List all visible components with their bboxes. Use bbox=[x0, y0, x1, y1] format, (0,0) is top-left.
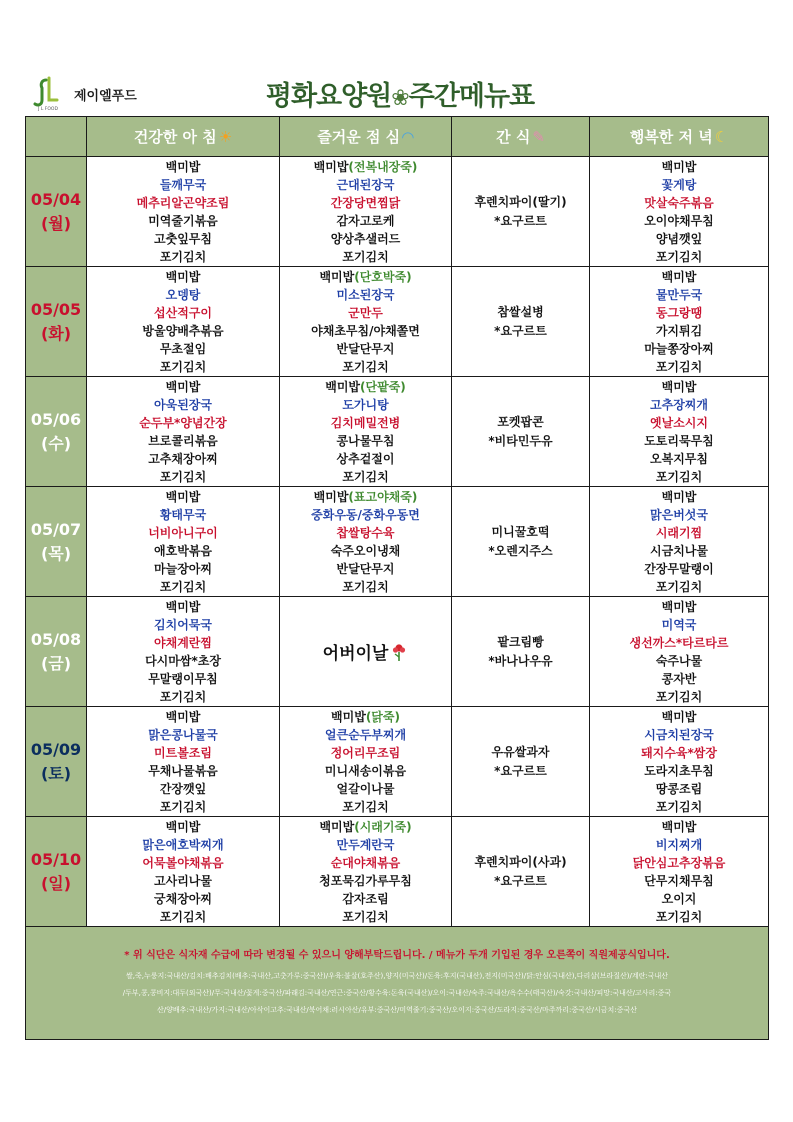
footer-cell bbox=[26, 927, 769, 1040]
menu-item: 순두부*양념간장 bbox=[139, 415, 227, 430]
menu-item: *요구르트 bbox=[494, 873, 547, 888]
col-header-lunch bbox=[280, 117, 452, 157]
menu-item: 메추리알곤약조림 bbox=[136, 195, 230, 210]
title-facility: 평화요양원 bbox=[265, 81, 392, 112]
menu-item: 땅콩조림 bbox=[655, 781, 703, 796]
col-header-breakfast bbox=[87, 117, 280, 157]
menu-item: 콩나물무침 bbox=[336, 433, 395, 448]
menu-item: 맑은버섯국 bbox=[650, 507, 708, 522]
menu-item: 백미밥 bbox=[165, 819, 201, 834]
date-cell bbox=[26, 377, 87, 487]
day-row bbox=[26, 707, 769, 817]
col-label-lunch: 즐거운 점 심 bbox=[317, 128, 401, 146]
menu-item: 물만두국 bbox=[655, 287, 703, 302]
breakfast-cell bbox=[87, 817, 280, 927]
dinner-cell bbox=[590, 377, 769, 487]
rice-label: 백미밥 bbox=[331, 709, 366, 724]
menu-item: 미트볼조림 bbox=[154, 745, 212, 760]
menu-item: 포기김치 bbox=[342, 579, 389, 594]
date-label: 05/05 bbox=[30, 299, 82, 319]
menu-item: 군만두 bbox=[348, 305, 383, 320]
dinner-cell bbox=[590, 267, 769, 377]
col-header-dinner bbox=[590, 117, 769, 157]
menu-item: 포기김치 bbox=[159, 799, 207, 814]
menu-item: 다시마쌈*초장 bbox=[145, 653, 221, 668]
menu-item: 무채나물볶음 bbox=[148, 763, 218, 778]
day-row bbox=[26, 817, 769, 927]
menu-item-rice bbox=[280, 268, 451, 286]
menu-item: 시금치된장국 bbox=[644, 727, 714, 742]
date-cell bbox=[26, 487, 87, 597]
menu-item: 고추장찌개 bbox=[650, 397, 708, 412]
rainbow-icon: ◠ bbox=[402, 128, 414, 146]
dinner-cell bbox=[590, 597, 769, 707]
menu-item: 만두계란국 bbox=[336, 837, 395, 852]
origin-info bbox=[26, 968, 768, 1019]
menu-item: 간장당면찜닭 bbox=[330, 195, 401, 210]
menu-item: 백미밥 bbox=[165, 709, 201, 724]
title-menu: 주간메뉴표 bbox=[408, 81, 535, 112]
menu-item: 얼큰순두부찌개 bbox=[324, 727, 407, 742]
menu-item: 고추채장아찌 bbox=[148, 451, 218, 466]
menu-item: 후렌치파이(딸기) bbox=[474, 194, 567, 209]
day-row bbox=[26, 377, 769, 487]
menu-item: 무초절임 bbox=[159, 341, 207, 356]
menu-item: 동그랑땡 bbox=[655, 305, 703, 320]
menu-item: 포기김치 bbox=[655, 799, 703, 814]
menu-item: 아욱된장국 bbox=[154, 397, 212, 412]
menu-item: 섭산적구이 bbox=[154, 305, 212, 320]
menu-item: 포기김치 bbox=[159, 249, 207, 264]
date-cell bbox=[26, 267, 87, 377]
menu-item: 비지찌개 bbox=[655, 837, 703, 852]
menu-item: 포켓팝콘 bbox=[497, 414, 544, 429]
menu-item: 고사리나물 bbox=[154, 873, 212, 888]
menu-item: 너비아니구이 bbox=[148, 525, 218, 540]
lunch-cell bbox=[280, 157, 452, 267]
menu-item: 숙주오이냉채 bbox=[330, 543, 401, 558]
menu-item: 야채초무침/야채쫄면 bbox=[311, 323, 420, 338]
snack-cell bbox=[452, 377, 590, 487]
menu-item: 중화우동/중화우동면 bbox=[311, 507, 420, 522]
menu-item: 꽃게탕 bbox=[661, 177, 697, 192]
lunch-cell bbox=[280, 377, 452, 487]
lunch-cell bbox=[280, 817, 452, 927]
weekday-label: (일) bbox=[40, 873, 72, 893]
menu-item: 백미밥 bbox=[165, 379, 201, 394]
menu-item: 포기김치 bbox=[159, 579, 207, 594]
menu-item: 포기김치 bbox=[655, 909, 703, 924]
menu-item: 포기김치 bbox=[342, 359, 389, 374]
sprout-icon: ❀ bbox=[391, 86, 409, 111]
menu-item: 오이지 bbox=[661, 891, 697, 906]
date-cell bbox=[26, 597, 87, 707]
moon-icon: ☾ bbox=[714, 128, 729, 146]
snack-cell bbox=[452, 817, 590, 927]
header-row bbox=[26, 117, 769, 157]
menu-item: 반달단무지 bbox=[336, 561, 395, 576]
date-cell bbox=[26, 707, 87, 817]
date-label: 05/06 bbox=[30, 409, 82, 429]
menu-item: 숙주나물 bbox=[655, 653, 703, 668]
menu-item: 포기김치 bbox=[655, 689, 703, 704]
menu-item: 백미밥 bbox=[165, 599, 201, 614]
menu-item: 어묵볼야채볶음 bbox=[142, 855, 224, 870]
menu-item: 콩자반 bbox=[661, 671, 697, 686]
menu-item: 미니새송이볶음 bbox=[324, 763, 407, 778]
rice-label: 백미밥 bbox=[319, 819, 355, 834]
menu-item: 포기김치 bbox=[159, 909, 207, 924]
menu-item: 백미밥 bbox=[165, 489, 201, 504]
weekday-label: (목) bbox=[40, 543, 72, 563]
menu-item: 생선까스*타르타르 bbox=[629, 635, 729, 650]
menu-item: 정어리무조림 bbox=[330, 745, 401, 760]
menu-item: 포기김치 bbox=[342, 469, 389, 484]
origin-line: 쌀,죽,누룽지:국내산/김치:배추김치(배추:국내산,고춧가루:중국산)/우육:불살(호주산),양지(미국산)/돈육:후지(국내산),전지(미국산)/닭:안심(국내산),다리살(브라질산)/계란:국내산 bbox=[125, 971, 669, 980]
weekday-label: (금) bbox=[40, 653, 72, 673]
dinner-cell bbox=[590, 707, 769, 817]
breakfast-cell bbox=[87, 597, 280, 707]
weekday-label: (토) bbox=[40, 763, 72, 783]
day-row bbox=[26, 157, 769, 267]
date-cell bbox=[26, 157, 87, 267]
menu-item: 미소된장국 bbox=[336, 287, 395, 302]
menu-item: 포기김치 bbox=[159, 689, 207, 704]
menu-item: 애호박볶음 bbox=[154, 543, 212, 558]
date-label: 05/10 bbox=[30, 849, 82, 869]
date-label: 05/07 bbox=[30, 519, 82, 539]
brand-name: 제이엘푸드 bbox=[74, 89, 137, 104]
menu-item: *비타민두유 bbox=[488, 433, 553, 448]
menu-item: 찹쌀탕수육 bbox=[336, 525, 395, 540]
menu-item: 맑은콩나물국 bbox=[148, 727, 218, 742]
menu-item: 미역국 bbox=[661, 617, 697, 632]
carnation-icon bbox=[390, 642, 408, 662]
dinner-cell bbox=[590, 157, 769, 267]
menu-item: 시금치나물 bbox=[650, 543, 708, 558]
menu-item: 김치메밀전병 bbox=[330, 415, 401, 430]
menu-item: 도토리묵무침 bbox=[644, 433, 714, 448]
rice-label: 백미밥 bbox=[313, 489, 349, 504]
menu-item: 고춧잎무침 bbox=[154, 231, 212, 246]
menu-item: 포기김치 bbox=[342, 249, 389, 264]
day-row bbox=[26, 487, 769, 597]
menu-item: *바나나우유 bbox=[488, 653, 553, 668]
menu-item: 포기김치 bbox=[655, 579, 703, 594]
logo-small-text: J L FOOD bbox=[38, 107, 58, 112]
menu-item: 반달단무지 bbox=[336, 341, 395, 356]
menu-item: 청포묵김가루무침 bbox=[319, 873, 412, 888]
snack-cell bbox=[452, 597, 590, 707]
date-label: 05/08 bbox=[30, 629, 82, 649]
snack-cell bbox=[452, 267, 590, 377]
date-label: 05/09 bbox=[30, 739, 82, 759]
date-cell bbox=[26, 817, 87, 927]
menu-item: 백미밥 bbox=[661, 599, 697, 614]
porridge-label: (시래기죽) bbox=[354, 819, 412, 834]
col-label-breakfast: 건강한 아 침 bbox=[133, 128, 217, 146]
porridge-label: (단호박죽) bbox=[354, 269, 412, 284]
menu-item: 포기김치 bbox=[655, 359, 703, 374]
sun-icon: ☀ bbox=[218, 128, 233, 146]
menu-item: 상추겉절이 bbox=[336, 451, 395, 466]
menu-item: 포기김치 bbox=[342, 799, 389, 814]
menu-item: *요구르트 bbox=[494, 213, 547, 228]
menu-item: 포기김치 bbox=[342, 909, 389, 924]
menu-item: 백미밥 bbox=[661, 379, 697, 394]
lunch-cell bbox=[280, 707, 452, 817]
menu-item: 감자조림 bbox=[342, 891, 389, 906]
date-label: 05/04 bbox=[30, 189, 82, 209]
menu-item: 미역줄기볶음 bbox=[148, 213, 218, 228]
lunch-cell bbox=[280, 267, 452, 377]
col-header-snack bbox=[452, 117, 590, 157]
origin-line: /두부,콩,콩비지:대두(외국산)/무:국내산/꽃게:중국산/파래김:국내산/연근:중국산/황수육:돈육(국내산)/오이:국내산/숙주:국내산/옥수수(태국산)/숙갓:국내산/피망:국내산/고사리:중국 bbox=[122, 988, 672, 997]
menu-item: 마늘쫑장아찌 bbox=[644, 341, 714, 356]
breakfast-cell bbox=[87, 487, 280, 597]
weekday-label: (수) bbox=[40, 433, 72, 453]
menu-item: 단무지채무침 bbox=[644, 873, 714, 888]
menu-item: 백미밥 bbox=[661, 489, 697, 504]
menu-item: 맛살숙주볶음 bbox=[644, 195, 714, 210]
footer-row bbox=[26, 927, 769, 1040]
menu-notice: * 위 식단은 식자재 수급에 따라 변경될 수 있으니 양해부탁드립니다. / 메뉴가 두개 기입된 경우 오른쪽이 직원제공식입니다. bbox=[124, 949, 670, 961]
breakfast-cell bbox=[87, 267, 280, 377]
snack-cell bbox=[452, 707, 590, 817]
menu-item: 백미밥 bbox=[165, 159, 201, 174]
menu-item: 팥크림빵 bbox=[497, 634, 544, 649]
menu-item: 도가니탕 bbox=[342, 397, 389, 412]
menu-item: *요구르트 bbox=[494, 323, 547, 338]
menu-item: 우유쌀과자 bbox=[491, 744, 550, 759]
menu-item: 순대야채볶음 bbox=[330, 855, 401, 870]
menu-item: 간장깻잎 bbox=[159, 781, 207, 796]
corner-cell bbox=[26, 117, 87, 157]
porridge-label: (표고야채죽) bbox=[348, 489, 418, 504]
menu-item: 방울양배추볶음 bbox=[142, 323, 224, 338]
menu-item: 근대된장국 bbox=[336, 177, 395, 192]
menu-item-rice bbox=[280, 158, 451, 176]
menu-item: 마늘장아찌 bbox=[154, 561, 212, 576]
menu-item: 감자고로케 bbox=[336, 213, 395, 228]
menu-item: 황태무국 bbox=[159, 507, 207, 522]
menu-item: 포기김치 bbox=[159, 469, 207, 484]
breakfast-cell bbox=[87, 157, 280, 267]
menu-item: 후렌치파이(사과) bbox=[474, 854, 567, 869]
page-title bbox=[190, 74, 610, 113]
menu-item: 포기김치 bbox=[159, 359, 207, 374]
dinner-cell bbox=[590, 817, 769, 927]
menu-item: 오이야채무침 bbox=[644, 213, 714, 228]
menu-item: 얼갈이나물 bbox=[336, 781, 395, 796]
rice-label: 백미밥 bbox=[319, 269, 355, 284]
menu-item: 맑은애호박찌개 bbox=[142, 837, 224, 852]
menu-item: 양념깻잎 bbox=[655, 231, 703, 246]
breakfast-cell bbox=[87, 377, 280, 487]
col-label-dinner: 행복한 저 녁 bbox=[629, 128, 713, 146]
menu-item-rice bbox=[280, 488, 451, 506]
menu-item: *요구르트 bbox=[494, 763, 547, 778]
menu-item-rice bbox=[280, 708, 451, 726]
menu-item: 오뎅탕 bbox=[165, 287, 201, 302]
menu-item: 도라지초무침 bbox=[644, 763, 714, 778]
menu-item: 닭안심고추장볶음 bbox=[632, 855, 726, 870]
menu-item: 간장무말랭이 bbox=[644, 561, 714, 576]
weekly-menu-table bbox=[25, 116, 769, 1040]
holiday-label: 어버이날 bbox=[322, 644, 389, 664]
menu-item: 백미밥 bbox=[661, 819, 697, 834]
col-label-snack: 간 식 bbox=[496, 128, 531, 146]
candy-icon: ✎ bbox=[532, 128, 545, 146]
menu-item: 돼지수육*쌈장 bbox=[641, 745, 717, 760]
menu-item: 미니꿀호떡 bbox=[491, 524, 550, 539]
brand-logo bbox=[30, 76, 160, 112]
menu-item: 시래기찜 bbox=[655, 525, 703, 540]
menu-item: 궁채장아찌 bbox=[154, 891, 212, 906]
menu-item: 포기김치 bbox=[655, 249, 703, 264]
menu-item: 백미밥 bbox=[165, 269, 201, 284]
menu-item: 브로콜리볶음 bbox=[148, 433, 218, 448]
menu-item: 김치어묵국 bbox=[154, 617, 212, 632]
porridge-label: (단팥죽) bbox=[360, 379, 406, 394]
weekday-label: (화) bbox=[40, 323, 72, 343]
menu-item: *오렌지주스 bbox=[488, 543, 553, 558]
menu-item-rice bbox=[280, 378, 451, 396]
menu-item: 무말랭이무침 bbox=[148, 671, 218, 686]
brand-mark-icon bbox=[30, 76, 66, 112]
breakfast-cell bbox=[87, 707, 280, 817]
menu-item: 백미밥 bbox=[661, 159, 697, 174]
menu-item: 참쌀설병 bbox=[497, 304, 544, 319]
rice-label: 백미밥 bbox=[325, 379, 361, 394]
snack-cell bbox=[452, 487, 590, 597]
dinner-cell bbox=[590, 487, 769, 597]
menu-item: 들깨무국 bbox=[159, 177, 207, 192]
porridge-label: (닭죽) bbox=[365, 709, 400, 724]
menu-item: 양상추샐러드 bbox=[330, 231, 401, 246]
lunch-cell bbox=[280, 487, 452, 597]
menu-item: 야채계란찜 bbox=[154, 635, 212, 650]
menu-item: 옛날소시지 bbox=[650, 415, 708, 430]
menu-item: 백미밥 bbox=[661, 709, 697, 724]
menu-item: 오복지무침 bbox=[650, 451, 708, 466]
menu-item: 백미밥 bbox=[661, 269, 697, 284]
day-row bbox=[26, 267, 769, 377]
weekday-label: (월) bbox=[40, 213, 72, 233]
origin-line: 산/양배추:국내산/가지:국내산/아삭이고추:국내산/북어채:러시아산/유부:중국산/미역줄기:중국산/오이지:중국산/도라지:중국산/마주까리:중국산/시금치:중국산 bbox=[157, 1005, 637, 1014]
snack-cell bbox=[452, 157, 590, 267]
rice-label: 백미밥 bbox=[313, 159, 349, 174]
menu-item-rice bbox=[280, 818, 451, 836]
menu-item: 포기김치 bbox=[655, 469, 703, 484]
porridge-label: (전복내장죽) bbox=[348, 159, 418, 174]
lunch-cell-holiday bbox=[280, 597, 452, 707]
day-row bbox=[26, 597, 769, 707]
menu-item: 가지튀김 bbox=[655, 323, 703, 338]
